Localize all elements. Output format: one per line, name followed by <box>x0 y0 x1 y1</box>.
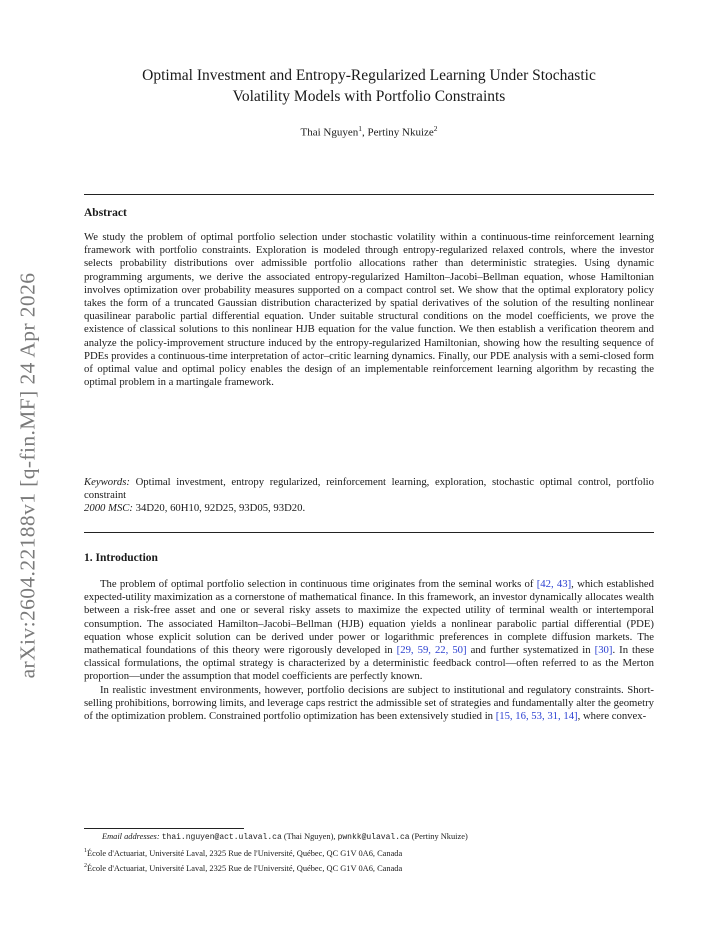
paper-title <box>84 65 654 107</box>
email-link-2[interactable]: pwnkk@ulaval.ca <box>337 833 410 842</box>
author-affiliation-mark-1: 1 <box>358 124 362 133</box>
intro-p1-text-2: , which established expected-utility maximization as a cornerstone of mathematical finance. In this framework, an investor dynamically allocates wealth between a risk-free asset and one or several risky assets to maximize the expected utility of terminal wealth or intertemporal consumption. The associated Hamilton–Jacobi–Bellman (HJB) equation yields a nonlinear parabolic partial differential (PDE) equation whose explicit solution can be derived under power or logarithmic preferences in complete diffusion markets. The mathematical foundations of this theory were rigorously developed in <box>84 578 654 657</box>
introduction-paragraph-1 <box>84 578 654 684</box>
email-owner-2: (Pertiny Nkuize) <box>409 832 468 841</box>
citation-link[interactable]: [29, 59, 22, 50] <box>396 644 467 657</box>
intro-p1-text-3: and further systematized in <box>466 644 595 657</box>
affiliation-text-2: École d'Actuariat, Université Laval, 2325 Rue de l'Université, Québec, QC G1V 0A6, Canada <box>87 863 403 873</box>
email-link-1[interactable]: thai.nguyen@act.ulaval.ca <box>161 833 282 842</box>
intro-p1-text-4: . In these classical formulations, the optimal strategy is characterized by a deterministic feedback control—often referred to as the Merton proportion—under the assumption that model coefficients are perfectly known. <box>84 644 654 683</box>
abstract-bottom-rule <box>84 532 654 533</box>
introduction-paragraph-2 <box>84 684 654 724</box>
abstract-heading: Abstract <box>84 207 127 219</box>
affiliation-mark-2: 2 <box>84 862 87 869</box>
intro-p2-text-1: In realistic investment environments, however, portfolio decisions are subject to institutional and regulatory constraints. Short-selling prohibitions, borrowing limits, and leverage caps restrict the admissible set of strategies and fundamentally alter the geometry of the optimization problem. Constrained portfolio optimization has been extensively studied in <box>84 683 654 723</box>
footnote-rule <box>84 828 244 829</box>
arxiv-stamp-text: arXiv:2604.22188v1 [q-fin.MF] 24 Apr 2026 <box>15 272 40 678</box>
footnote-affiliation-1 <box>84 845 654 860</box>
abstract-top-rule <box>84 194 654 195</box>
introduction-heading: 1. Introduction <box>84 552 158 564</box>
keywords-line <box>84 476 654 516</box>
footnotes <box>84 828 654 875</box>
email-owner-1: (Thai Nguyen), <box>281 832 338 841</box>
affiliation-text-1: École d'Actuariat, Université Laval, 2325 Rue de l'Université, Québec, QC G1V 0A6, Canada <box>87 848 403 858</box>
author-list <box>84 124 654 139</box>
arxiv-identifier-stamp <box>4 245 52 705</box>
author-affiliation-mark-2: 2 <box>433 124 438 133</box>
citation-link[interactable]: [15, 16, 53, 31, 14] <box>495 710 578 723</box>
intro-p2-text-2: , where convex- <box>577 710 647 723</box>
msc-label: 2000 MSC: <box>84 502 133 515</box>
footnote-affiliation-2 <box>84 860 654 875</box>
introduction-body <box>84 578 654 723</box>
title-line-1: Optimal Investment and Entropy-Regularized Learning Under Stochastic <box>142 67 596 84</box>
affiliation-mark-1: 1 <box>84 847 87 854</box>
author-name-2: Pertiny Nkuize <box>367 126 434 139</box>
abstract-text: We study the problem of optimal portfolio selection under stochastic volatility within a continuous-time reinforcement learning framework with portfolio constraints. Exploration is modeled through entropy-regularized relaxed controls, where the investor selects probability distributions over admissible portfolio allocations rather than deterministic strategies. Using dynamic programming arguments, we derive the associated entropy-regularized Hamilton–Jacobi–Bellman equation, whose Hamiltonian involves optimization over probability measures supported on a compact control set. We show that the optimal exploratory policy takes the form of a truncated Gaussian distribution characterized by spatial derivatives of the solution of the resulting nonlinear quasilinear parabolic partial differential equation. Under suitable structural conditions on the model coefficients, we prove the existence of classical solutions to this nonlinear HJB equation for the value function. We then establish a verification theorem and analyze the policy-improvement structure induced by the entropy-regularized Hamiltonian, showing how the resulting sequence of PDEs provides a continuous-time interpretation of actor–critic learning dynamics. Finally, our PDE analysis with a semi-closed form of optimal value and optimal policy enables the design of an implementable reinforcement learning algorithm by recasting the optimal problem in a martingale framework. <box>84 231 654 389</box>
citation-link[interactable]: [42, 43] <box>536 578 572 590</box>
title-line-2: Volatility Models with Portfolio Constraints <box>232 88 506 105</box>
footnote-emails <box>84 831 654 845</box>
citation-link[interactable]: [30] <box>594 644 613 657</box>
email-label: Email addresses: <box>102 832 160 841</box>
author-name-1: Thai Nguyen <box>300 126 359 139</box>
keywords-label: Keywords: <box>84 476 130 488</box>
author-separator: , <box>361 126 368 139</box>
msc-codes: 34D20, 60H10, 92D25, 93D05, 93D20. <box>135 502 306 515</box>
keywords-text: Optimal investment, entropy regularized, reinforcement learning, exploration, stochastic optimal control, portfolio constraint <box>84 476 655 502</box>
intro-p1-text-1: The problem of optimal portfolio selection in continuous time originates from the seminal works of <box>100 578 537 590</box>
